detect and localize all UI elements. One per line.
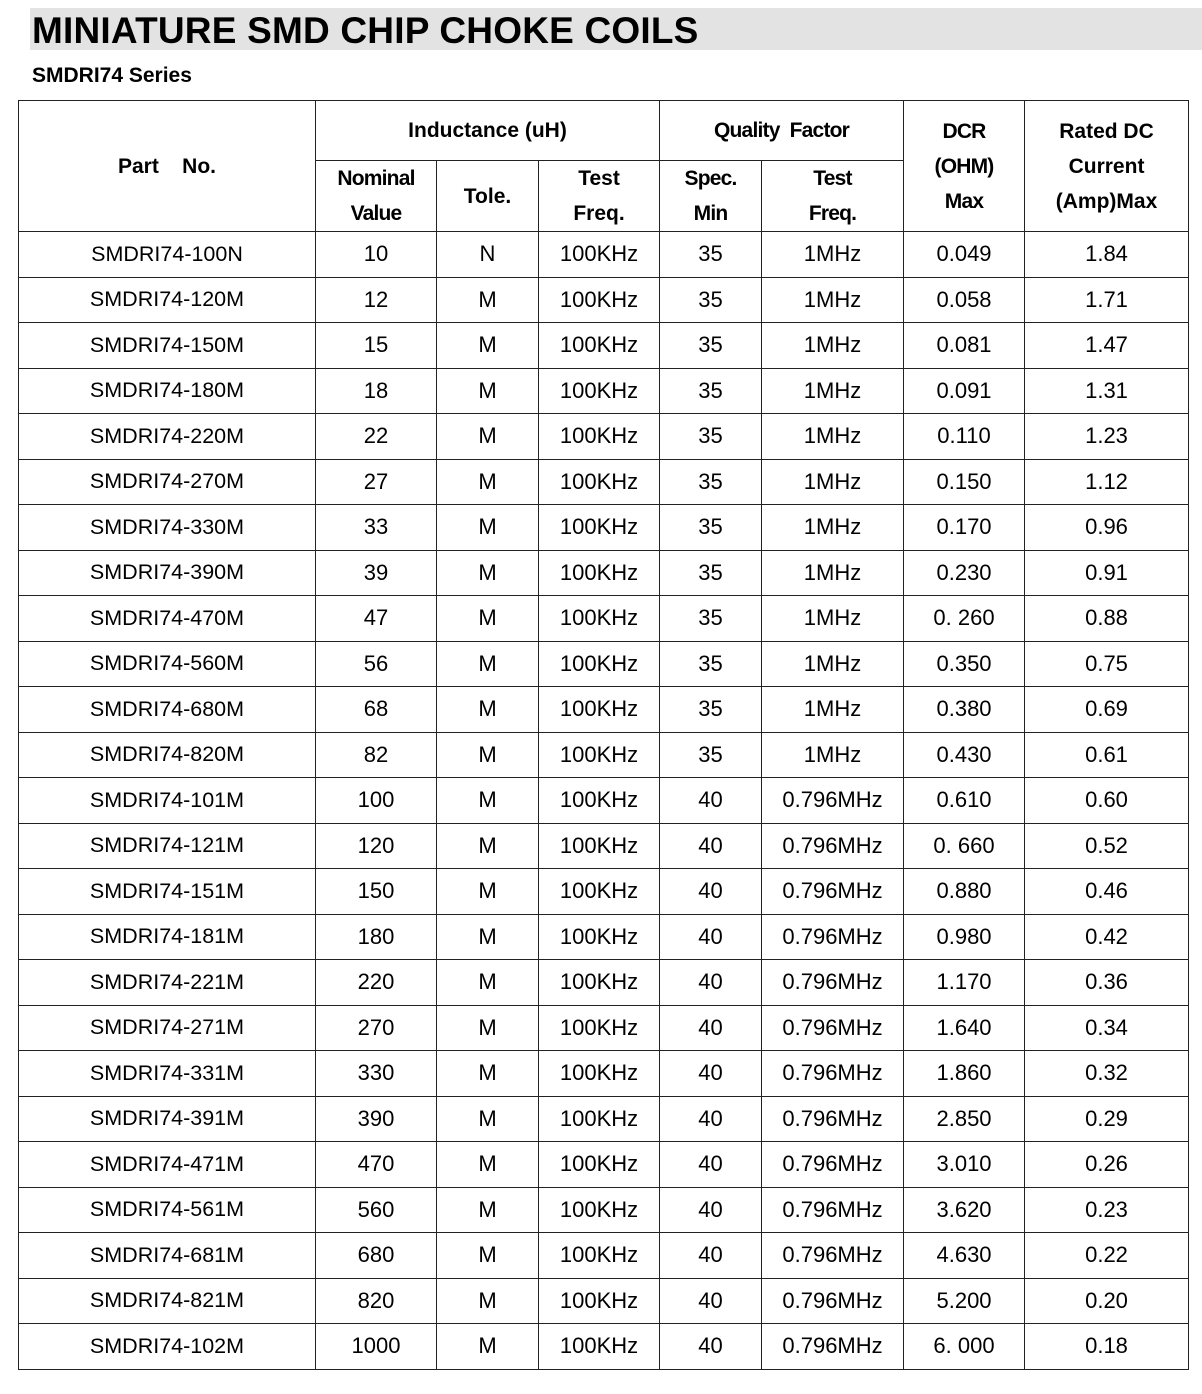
cell-spec-min: 40 xyxy=(660,1096,762,1142)
header-rated-line3: (Amp)Max xyxy=(1055,189,1158,213)
cell-q-test-freq: 1MHz xyxy=(762,232,904,278)
cell-nominal-value: 470 xyxy=(316,1142,437,1188)
cell-test-freq: 100KHz xyxy=(539,1233,660,1279)
table-row xyxy=(19,869,1189,915)
cell-tolerance: M xyxy=(437,368,539,414)
cell-spec-min: 35 xyxy=(660,277,762,323)
cell-spec-min: 35 xyxy=(660,641,762,687)
cell-tolerance: M xyxy=(437,596,539,642)
cell-spec-min: 40 xyxy=(660,1142,762,1188)
cell-test-freq: 100KHz xyxy=(539,323,660,369)
cell-q-test-freq: 1MHz xyxy=(762,505,904,551)
cell-q-test-freq: 0.796MHz xyxy=(762,1005,904,1051)
cell-q-test-freq: 0.796MHz xyxy=(762,1187,904,1233)
cell-nominal-value: 47 xyxy=(316,596,437,642)
header-spec-line1: Spec. xyxy=(684,167,737,190)
table-row xyxy=(19,1187,1189,1233)
title-bar xyxy=(30,8,1202,50)
cell-test-freq: 100KHz xyxy=(539,1142,660,1188)
cell-dcr: 0.058 xyxy=(904,277,1025,323)
cell-dcr: 0.049 xyxy=(904,232,1025,278)
cell-rated-current: 0.18 xyxy=(1025,1324,1189,1370)
table-row xyxy=(19,323,1189,369)
cell-q-test-freq: 0.796MHz xyxy=(762,1096,904,1142)
cell-dcr: 3.010 xyxy=(904,1142,1025,1188)
cell-spec-min: 40 xyxy=(660,1278,762,1324)
table-row xyxy=(19,1051,1189,1097)
cell-spec-min: 35 xyxy=(660,414,762,460)
cell-spec-min: 40 xyxy=(660,823,762,869)
cell-nominal-value: 150 xyxy=(316,869,437,915)
cell-nominal-value: 10 xyxy=(316,232,437,278)
cell-spec-min: 40 xyxy=(660,869,762,915)
cell-rated-current: 0.88 xyxy=(1025,596,1189,642)
cell-nominal-value: 390 xyxy=(316,1096,437,1142)
cell-test-freq: 100KHz xyxy=(539,368,660,414)
table-row xyxy=(19,550,1189,596)
cell-part-no: SMDRI74-331M xyxy=(19,1051,316,1097)
cell-nominal-value: 820 xyxy=(316,1278,437,1324)
cell-spec-min: 40 xyxy=(660,1324,762,1370)
cell-rated-current: 0.96 xyxy=(1025,505,1189,551)
cell-nominal-value: 330 xyxy=(316,1051,437,1097)
cell-spec-min: 35 xyxy=(660,732,762,778)
cell-dcr: 1.860 xyxy=(904,1051,1025,1097)
table-row xyxy=(19,823,1189,869)
header-inductance: Inductance (uH) xyxy=(316,101,660,161)
cell-tolerance: M xyxy=(437,641,539,687)
cell-rated-current: 0.29 xyxy=(1025,1096,1189,1142)
cell-nominal-value: 82 xyxy=(316,732,437,778)
header-dcr-line3: Max xyxy=(944,189,984,213)
cell-tolerance: M xyxy=(437,550,539,596)
cell-spec-min: 40 xyxy=(660,1005,762,1051)
cell-rated-current: 0.46 xyxy=(1025,869,1189,915)
cell-rated-current: 0.20 xyxy=(1025,1278,1189,1324)
cell-dcr: 0.350 xyxy=(904,641,1025,687)
header-dcr-line2: (OHM) xyxy=(934,154,994,178)
table-row xyxy=(19,732,1189,778)
cell-tolerance: M xyxy=(437,914,539,960)
cell-spec-min: 35 xyxy=(660,505,762,551)
cell-part-no: SMDRI74-561M xyxy=(19,1187,316,1233)
cell-nominal-value: 15 xyxy=(316,323,437,369)
cell-spec-min: 35 xyxy=(660,459,762,505)
cell-part-no: SMDRI74-150M xyxy=(19,323,316,369)
table-row xyxy=(19,1278,1189,1324)
cell-spec-min: 35 xyxy=(660,368,762,414)
header-q-test-line1: Test xyxy=(813,167,852,190)
cell-test-freq: 100KHz xyxy=(539,596,660,642)
cell-tolerance: M xyxy=(437,960,539,1006)
header-test-freq-line2: Freq. xyxy=(573,202,625,225)
cell-tolerance: M xyxy=(437,1005,539,1051)
cell-dcr: 0. 260 xyxy=(904,596,1025,642)
cell-nominal-value: 18 xyxy=(316,368,437,414)
cell-rated-current: 0.22 xyxy=(1025,1233,1189,1279)
table-header xyxy=(19,101,1189,232)
spec-table xyxy=(18,100,1189,1370)
cell-test-freq: 100KHz xyxy=(539,960,660,1006)
cell-tolerance: M xyxy=(437,732,539,778)
cell-dcr: 0.110 xyxy=(904,414,1025,460)
cell-tolerance: N xyxy=(437,232,539,278)
cell-part-no: SMDRI74-180M xyxy=(19,368,316,414)
cell-test-freq: 100KHz xyxy=(539,1096,660,1142)
cell-spec-min: 35 xyxy=(660,687,762,733)
cell-tolerance: M xyxy=(437,459,539,505)
cell-test-freq: 100KHz xyxy=(539,778,660,824)
cell-tolerance: M xyxy=(437,505,539,551)
cell-rated-current: 1.71 xyxy=(1025,277,1189,323)
header-rated-line1: Rated DC xyxy=(1059,119,1154,143)
cell-tolerance: M xyxy=(437,414,539,460)
cell-dcr: 0.230 xyxy=(904,550,1025,596)
cell-q-test-freq: 1MHz xyxy=(762,414,904,460)
table-body xyxy=(19,232,1189,1370)
page-title: MINIATURE SMD CHIP CHOKE COILS xyxy=(32,10,699,51)
cell-spec-min: 40 xyxy=(660,1187,762,1233)
cell-tolerance: M xyxy=(437,869,539,915)
cell-rated-current: 0.91 xyxy=(1025,550,1189,596)
cell-spec-min: 40 xyxy=(660,778,762,824)
cell-part-no: SMDRI74-181M xyxy=(19,914,316,960)
cell-test-freq: 100KHz xyxy=(539,1005,660,1051)
cell-rated-current: 0.34 xyxy=(1025,1005,1189,1051)
cell-nominal-value: 27 xyxy=(316,459,437,505)
cell-q-test-freq: 1MHz xyxy=(762,550,904,596)
cell-nominal-value: 12 xyxy=(316,277,437,323)
cell-dcr: 0.380 xyxy=(904,687,1025,733)
cell-test-freq: 100KHz xyxy=(539,414,660,460)
header-tole: Tole. xyxy=(437,161,539,232)
header-nominal-line2: Value xyxy=(350,202,402,225)
cell-test-freq: 100KHz xyxy=(539,732,660,778)
cell-nominal-value: 22 xyxy=(316,414,437,460)
cell-rated-current: 0.52 xyxy=(1025,823,1189,869)
cell-part-no: SMDRI74-681M xyxy=(19,1233,316,1279)
cell-dcr: 0.610 xyxy=(904,778,1025,824)
cell-dcr: 5.200 xyxy=(904,1278,1025,1324)
cell-rated-current: 0.32 xyxy=(1025,1051,1189,1097)
cell-test-freq: 100KHz xyxy=(539,1051,660,1097)
table-row xyxy=(19,277,1189,323)
table-row xyxy=(19,687,1189,733)
table-row xyxy=(19,641,1189,687)
cell-spec-min: 40 xyxy=(660,1051,762,1097)
cell-part-no: SMDRI74-270M xyxy=(19,459,316,505)
cell-test-freq: 100KHz xyxy=(539,277,660,323)
cell-rated-current: 0.26 xyxy=(1025,1142,1189,1188)
cell-q-test-freq: 0.796MHz xyxy=(762,960,904,1006)
cell-dcr: 1.170 xyxy=(904,960,1025,1006)
cell-tolerance: M xyxy=(437,1278,539,1324)
cell-part-no: SMDRI74-101M xyxy=(19,778,316,824)
header-spec-line2: Min xyxy=(693,202,728,225)
cell-spec-min: 40 xyxy=(660,914,762,960)
cell-part-no: SMDRI74-560M xyxy=(19,641,316,687)
cell-test-freq: 100KHz xyxy=(539,641,660,687)
table-row xyxy=(19,368,1189,414)
cell-nominal-value: 120 xyxy=(316,823,437,869)
cell-rated-current: 0.42 xyxy=(1025,914,1189,960)
header-q-test-line2: Freq. xyxy=(808,202,857,225)
cell-nominal-value: 56 xyxy=(316,641,437,687)
cell-tolerance: M xyxy=(437,1324,539,1370)
cell-dcr: 0.150 xyxy=(904,459,1025,505)
cell-spec-min: 35 xyxy=(660,232,762,278)
cell-rated-current: 1.31 xyxy=(1025,368,1189,414)
cell-q-test-freq: 0.796MHz xyxy=(762,823,904,869)
cell-q-test-freq: 0.796MHz xyxy=(762,778,904,824)
cell-dcr: 2.850 xyxy=(904,1096,1025,1142)
table-row xyxy=(19,1096,1189,1142)
cell-q-test-freq: 1MHz xyxy=(762,687,904,733)
cell-part-no: SMDRI74-471M xyxy=(19,1142,316,1188)
cell-part-no: SMDRI74-271M xyxy=(19,1005,316,1051)
cell-dcr: 1.640 xyxy=(904,1005,1025,1051)
header-test-freq xyxy=(539,161,660,232)
cell-dcr: 0.880 xyxy=(904,869,1025,915)
table-row xyxy=(19,960,1189,1006)
table-row xyxy=(19,1142,1189,1188)
cell-nominal-value: 33 xyxy=(316,505,437,551)
cell-test-freq: 100KHz xyxy=(539,505,660,551)
cell-rated-current: 1.47 xyxy=(1025,323,1189,369)
table-row xyxy=(19,778,1189,824)
cell-rated-current: 1.12 xyxy=(1025,459,1189,505)
cell-rated-current: 1.84 xyxy=(1025,232,1189,278)
cell-nominal-value: 270 xyxy=(316,1005,437,1051)
header-test-freq-line1: Test xyxy=(578,167,620,190)
header-rated-dc xyxy=(1025,101,1189,232)
cell-nominal-value: 220 xyxy=(316,960,437,1006)
cell-rated-current: 0.60 xyxy=(1025,778,1189,824)
cell-part-no: SMDRI74-680M xyxy=(19,687,316,733)
cell-spec-min: 35 xyxy=(660,550,762,596)
cell-nominal-value: 680 xyxy=(316,1233,437,1279)
header-part-no: Part No. xyxy=(19,101,316,232)
cell-part-no: SMDRI74-102M xyxy=(19,1324,316,1370)
cell-test-freq: 100KHz xyxy=(539,1324,660,1370)
table-row xyxy=(19,1324,1189,1370)
table-row xyxy=(19,414,1189,460)
cell-rated-current: 0.23 xyxy=(1025,1187,1189,1233)
cell-nominal-value: 180 xyxy=(316,914,437,960)
table-row xyxy=(19,459,1189,505)
cell-part-no: SMDRI74-821M xyxy=(19,1278,316,1324)
cell-spec-min: 35 xyxy=(660,596,762,642)
cell-q-test-freq: 1MHz xyxy=(762,596,904,642)
header-spec-min xyxy=(660,161,762,232)
cell-rated-current: 1.23 xyxy=(1025,414,1189,460)
cell-nominal-value: 100 xyxy=(316,778,437,824)
cell-q-test-freq: 0.796MHz xyxy=(762,1278,904,1324)
cell-test-freq: 100KHz xyxy=(539,459,660,505)
cell-part-no: SMDRI74-390M xyxy=(19,550,316,596)
cell-tolerance: M xyxy=(437,1142,539,1188)
header-nominal-line1: Nominal xyxy=(337,167,415,190)
cell-part-no: SMDRI74-121M xyxy=(19,823,316,869)
cell-rated-current: 0.69 xyxy=(1025,687,1189,733)
table-row xyxy=(19,1005,1189,1051)
cell-tolerance: M xyxy=(437,687,539,733)
cell-dcr: 4.630 xyxy=(904,1233,1025,1279)
cell-part-no: SMDRI74-100N xyxy=(19,232,316,278)
table-row xyxy=(19,505,1189,551)
cell-test-freq: 100KHz xyxy=(539,1187,660,1233)
cell-dcr: 0.091 xyxy=(904,368,1025,414)
cell-part-no: SMDRI74-221M xyxy=(19,960,316,1006)
cell-part-no: SMDRI74-391M xyxy=(19,1096,316,1142)
cell-test-freq: 100KHz xyxy=(539,232,660,278)
cell-test-freq: 100KHz xyxy=(539,687,660,733)
cell-part-no: SMDRI74-330M xyxy=(19,505,316,551)
cell-q-test-freq: 0.796MHz xyxy=(762,1233,904,1279)
cell-dcr: 0.081 xyxy=(904,323,1025,369)
table-row xyxy=(19,1233,1189,1279)
cell-tolerance: M xyxy=(437,1096,539,1142)
cell-q-test-freq: 1MHz xyxy=(762,368,904,414)
cell-spec-min: 35 xyxy=(660,323,762,369)
table-row xyxy=(19,232,1189,278)
cell-q-test-freq: 0.796MHz xyxy=(762,1142,904,1188)
cell-q-test-freq: 0.796MHz xyxy=(762,1324,904,1370)
cell-part-no: SMDRI74-820M xyxy=(19,732,316,778)
cell-q-test-freq: 0.796MHz xyxy=(762,914,904,960)
table-row xyxy=(19,914,1189,960)
cell-dcr: 0.430 xyxy=(904,732,1025,778)
cell-spec-min: 40 xyxy=(660,960,762,1006)
cell-tolerance: M xyxy=(437,778,539,824)
header-quality-factor: Quality Factor xyxy=(660,101,904,161)
cell-dcr: 6. 000 xyxy=(904,1324,1025,1370)
cell-dcr: 0.980 xyxy=(904,914,1025,960)
cell-tolerance: M xyxy=(437,323,539,369)
cell-dcr: 0. 660 xyxy=(904,823,1025,869)
header-nominal-value xyxy=(316,161,437,232)
cell-nominal-value: 560 xyxy=(316,1187,437,1233)
series-subtitle: SMDRI74 Series xyxy=(32,64,192,87)
cell-tolerance: M xyxy=(437,1233,539,1279)
cell-rated-current: 0.36 xyxy=(1025,960,1189,1006)
cell-nominal-value: 1000 xyxy=(316,1324,437,1370)
cell-part-no: SMDRI74-151M xyxy=(19,869,316,915)
header-q-test-freq xyxy=(762,161,904,232)
cell-q-test-freq: 0.796MHz xyxy=(762,1051,904,1097)
table-row xyxy=(19,596,1189,642)
header-dcr-line1: DCR xyxy=(942,119,986,143)
cell-q-test-freq: 0.796MHz xyxy=(762,869,904,915)
header-rated-line2: Current xyxy=(1068,154,1145,178)
cell-rated-current: 0.61 xyxy=(1025,732,1189,778)
cell-dcr: 3.620 xyxy=(904,1187,1025,1233)
cell-q-test-freq: 1MHz xyxy=(762,732,904,778)
cell-tolerance: M xyxy=(437,823,539,869)
cell-test-freq: 100KHz xyxy=(539,550,660,596)
cell-part-no: SMDRI74-220M xyxy=(19,414,316,460)
cell-dcr: 0.170 xyxy=(904,505,1025,551)
cell-tolerance: M xyxy=(437,277,539,323)
cell-tolerance: M xyxy=(437,1051,539,1097)
header-dcr xyxy=(904,101,1025,232)
cell-nominal-value: 68 xyxy=(316,687,437,733)
cell-q-test-freq: 1MHz xyxy=(762,323,904,369)
cell-test-freq: 100KHz xyxy=(539,869,660,915)
cell-tolerance: M xyxy=(437,1187,539,1233)
cell-nominal-value: 39 xyxy=(316,550,437,596)
cell-q-test-freq: 1MHz xyxy=(762,277,904,323)
cell-part-no: SMDRI74-470M xyxy=(19,596,316,642)
cell-spec-min: 40 xyxy=(660,1233,762,1279)
cell-part-no: SMDRI74-120M xyxy=(19,277,316,323)
cell-test-freq: 100KHz xyxy=(539,823,660,869)
cell-q-test-freq: 1MHz xyxy=(762,459,904,505)
cell-test-freq: 100KHz xyxy=(539,1278,660,1324)
cell-test-freq: 100KHz xyxy=(539,914,660,960)
cell-q-test-freq: 1MHz xyxy=(762,641,904,687)
cell-rated-current: 0.75 xyxy=(1025,641,1189,687)
